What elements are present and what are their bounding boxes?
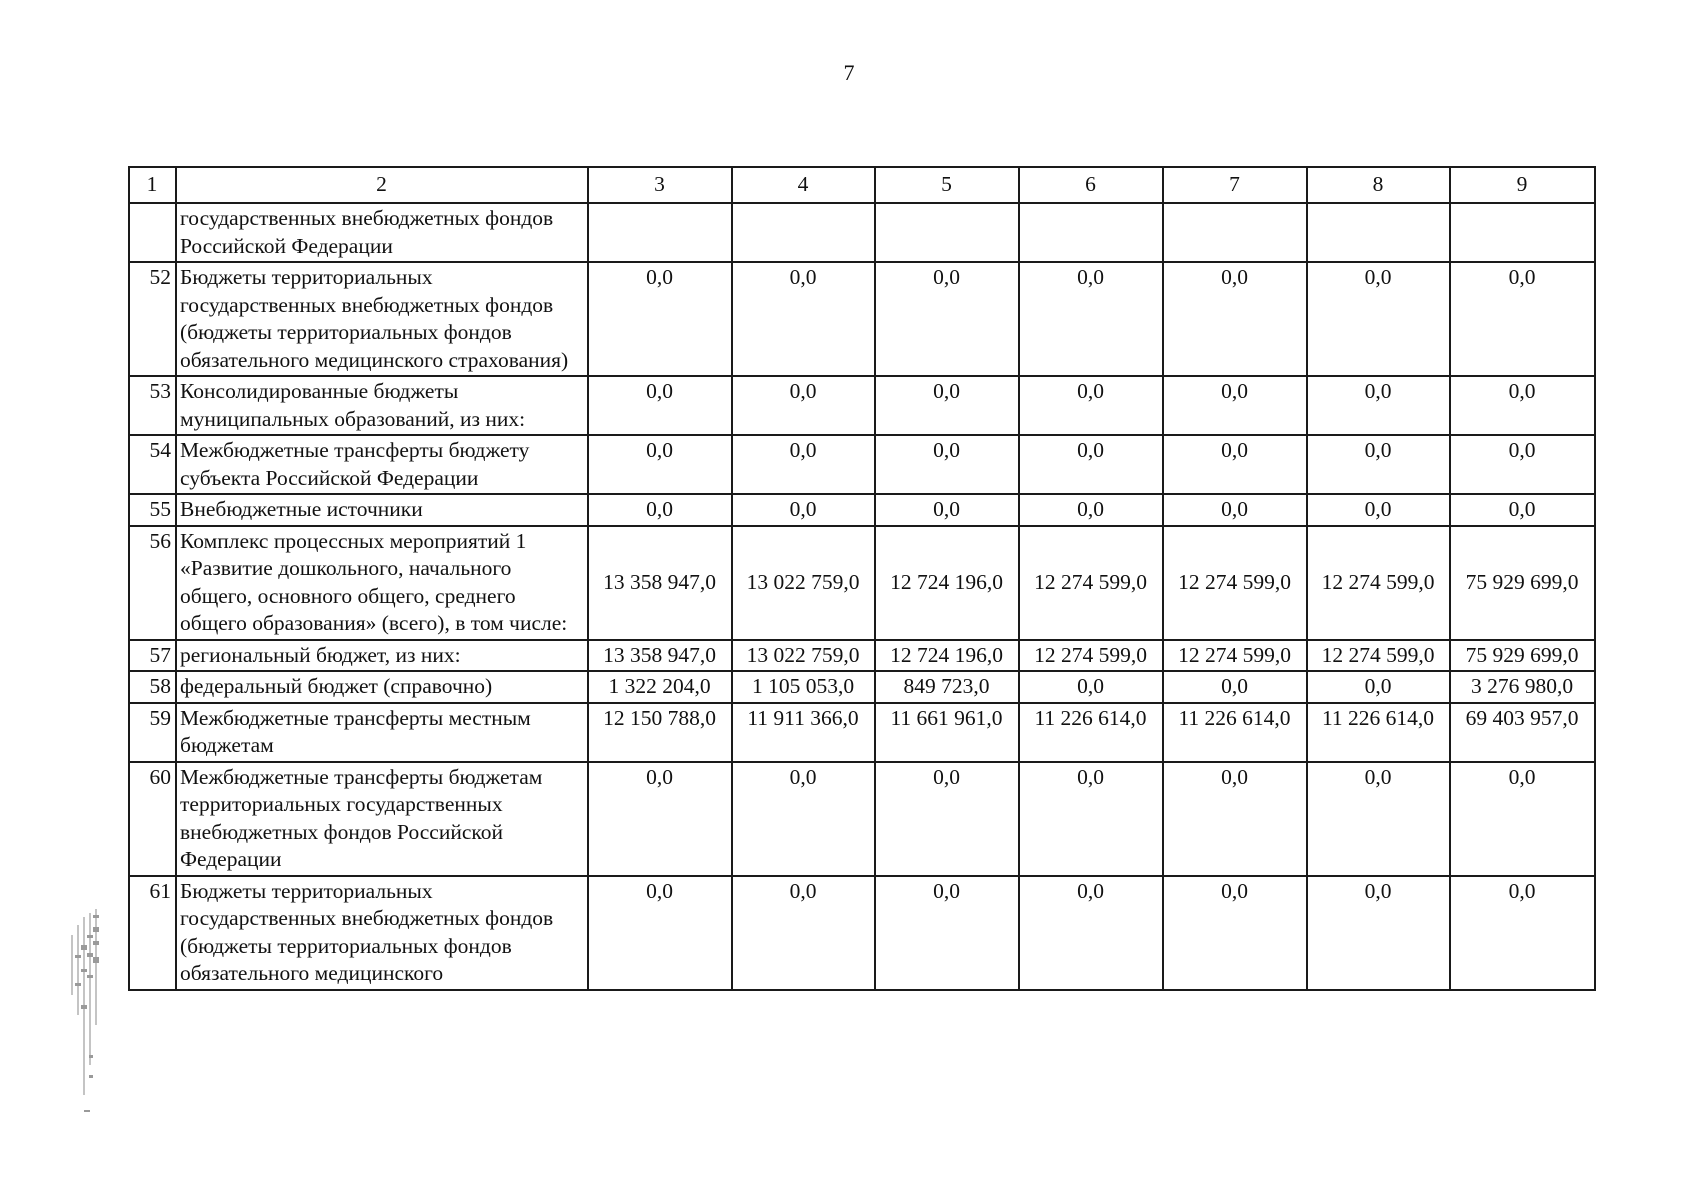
value-cell: 849 723,0 [875,671,1019,703]
value-cell: 0,0 [875,494,1019,526]
value-cell: 12 724 196,0 [875,640,1019,672]
value-cell: 1 105 053,0 [732,671,875,703]
value-cell: 0,0 [1450,876,1595,990]
value-cell [1019,203,1163,262]
value-cell: 0,0 [1019,671,1163,703]
row-name: Комплекс процессных мероприятий 1 «Развитие дошкольного, начального общего, основного общего, среднего общего образования» (всего), в том числе: [176,526,588,640]
row-name: Консолидированные бюджеты муниципальных образований, из них: [176,376,588,435]
value-cell: 12 274 599,0 [1019,526,1163,640]
value-cell: 11 911 366,0 [732,703,875,762]
table-row [129,435,1595,494]
row-number: 53 [129,376,176,435]
value-cell: 0,0 [1019,494,1163,526]
value-cell: 0,0 [1307,671,1450,703]
value-cell: 0,0 [588,262,732,376]
value-cell: 0,0 [1450,762,1595,876]
row-name: Бюджеты территориальных государственных внебюджетных фондов (бюджеты территориальных фондов обязательного медицинского [176,876,588,990]
value-cell: 0,0 [732,262,875,376]
value-cell: 0,0 [1019,762,1163,876]
value-cell [1163,203,1307,262]
value-cell: 69 403 957,0 [1450,703,1595,762]
value-cell: 0,0 [1163,262,1307,376]
table-row [129,262,1595,376]
value-cell: 0,0 [1307,376,1450,435]
table-row [129,876,1595,990]
table-header-row [129,167,1595,203]
row-name: региональный бюджет, из них: [176,640,588,672]
value-cell: 12 274 599,0 [1307,526,1450,640]
value-cell: 11 661 961,0 [875,703,1019,762]
value-cell: 11 226 614,0 [1163,703,1307,762]
value-cell: 0,0 [1019,262,1163,376]
row-name: Внебюджетные источники [176,494,588,526]
value-cell: 0,0 [732,376,875,435]
value-cell: 0,0 [1163,876,1307,990]
value-cell: 0,0 [588,376,732,435]
value-cell: 0,0 [1307,494,1450,526]
row-name: Межбюджетные трансферты местным бюджетам [176,703,588,762]
value-cell [732,203,875,262]
margin-stamp-image [62,905,106,1135]
budget-table [128,166,1596,991]
row-number: 52 [129,262,176,376]
column-header: 2 [176,167,588,203]
value-cell: 12 274 599,0 [1019,640,1163,672]
value-cell: 0,0 [1163,762,1307,876]
value-cell [1307,203,1450,262]
row-name: Межбюджетные трансферты бюджету субъекта Российской Федерации [176,435,588,494]
value-cell: 0,0 [588,494,732,526]
column-header: 1 [129,167,176,203]
column-header: 8 [1307,167,1450,203]
value-cell: 0,0 [1163,671,1307,703]
value-cell: 0,0 [1019,376,1163,435]
value-cell: 0,0 [1019,435,1163,494]
value-cell: 0,0 [1163,376,1307,435]
row-number [129,203,176,262]
value-cell: 12 274 599,0 [1307,640,1450,672]
row-number: 54 [129,435,176,494]
value-cell: 0,0 [1307,876,1450,990]
value-cell: 12 150 788,0 [588,703,732,762]
value-cell: 0,0 [1307,435,1450,494]
value-cell [1450,203,1595,262]
table-row [129,203,1595,262]
value-cell: 0,0 [875,762,1019,876]
value-cell: 0,0 [588,876,732,990]
value-cell: 12 724 196,0 [875,526,1019,640]
value-cell: 12 274 599,0 [1163,526,1307,640]
column-header: 3 [588,167,732,203]
row-number: 58 [129,671,176,703]
value-cell: 0,0 [1450,262,1595,376]
row-number: 61 [129,876,176,990]
column-header: 6 [1019,167,1163,203]
value-cell: 0,0 [1450,376,1595,435]
value-cell: 0,0 [1307,262,1450,376]
value-cell [875,203,1019,262]
value-cell: 13 022 759,0 [732,526,875,640]
row-name: государственных внебюджетных фондов Российской Федерации [176,203,588,262]
table-row [129,526,1595,640]
column-header: 9 [1450,167,1595,203]
table-row [129,703,1595,762]
value-cell: 11 226 614,0 [1307,703,1450,762]
value-cell: 0,0 [875,876,1019,990]
table-row [129,494,1595,526]
table-row [129,762,1595,876]
value-cell: 75 929 699,0 [1450,640,1595,672]
value-cell: 0,0 [732,876,875,990]
row-number: 57 [129,640,176,672]
value-cell: 1 322 204,0 [588,671,732,703]
row-name: Межбюджетные трансферты бюджетам территориальных государственных внебюджетных фондов Российской Федерации [176,762,588,876]
value-cell: 0,0 [1019,876,1163,990]
value-cell: 0,0 [732,494,875,526]
value-cell: 0,0 [588,762,732,876]
page-number: 7 [843,60,855,85]
column-header: 5 [875,167,1019,203]
table-row [129,671,1595,703]
value-cell: 11 226 614,0 [1019,703,1163,762]
value-cell: 13 358 947,0 [588,640,732,672]
value-cell: 12 274 599,0 [1163,640,1307,672]
row-name: федеральный бюджет (справочно) [176,671,588,703]
table-row [129,640,1595,672]
row-number: 59 [129,703,176,762]
value-cell: 0,0 [588,435,732,494]
column-header: 7 [1163,167,1307,203]
row-number: 56 [129,526,176,640]
value-cell: 0,0 [732,435,875,494]
row-number: 55 [129,494,176,526]
value-cell: 0,0 [875,376,1019,435]
value-cell: 75 929 699,0 [1450,526,1595,640]
value-cell: 0,0 [1450,494,1595,526]
row-name: Бюджеты территориальных государственных внебюджетных фондов (бюджеты территориальных фондов обязательного медицинского страхования) [176,262,588,376]
value-cell: 0,0 [1163,494,1307,526]
value-cell: 3 276 980,0 [1450,671,1595,703]
value-cell: 0,0 [1450,435,1595,494]
value-cell [588,203,732,262]
value-cell: 13 358 947,0 [588,526,732,640]
value-cell: 0,0 [1307,762,1450,876]
value-cell: 0,0 [732,762,875,876]
column-header: 4 [732,167,875,203]
row-number: 60 [129,762,176,876]
value-cell: 0,0 [875,262,1019,376]
value-cell: 0,0 [1163,435,1307,494]
value-cell: 13 022 759,0 [732,640,875,672]
table-row [129,376,1595,435]
value-cell: 0,0 [875,435,1019,494]
